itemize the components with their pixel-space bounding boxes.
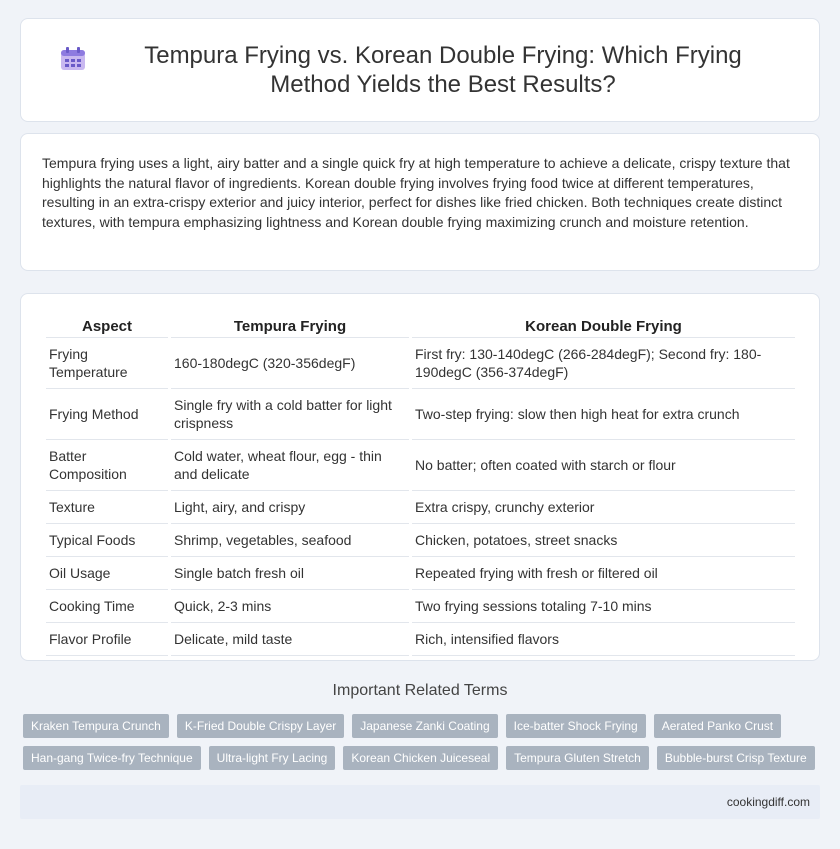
cell-tempura: Single fry with a cold batter for light crispness — [171, 389, 409, 440]
cell-korean: Extra crispy, crunchy exterior — [412, 491, 795, 524]
intro-card — [20, 133, 820, 271]
cell-tempura: Delicate, mild taste — [171, 623, 409, 656]
cell-aspect: Oil Usage — [46, 557, 168, 590]
related-term-tag[interactable]: Aerated Panko Crust — [654, 714, 781, 738]
cell-tempura: 160-180degC (320-356degF) — [171, 338, 409, 389]
header-tempura: Tempura Frying — [171, 312, 409, 338]
cell-tempura: Single batch fresh oil — [171, 557, 409, 590]
related-term-tag[interactable]: K-Fried Double Crispy Layer — [177, 714, 344, 738]
table-row — [46, 557, 795, 590]
cell-aspect: Frying Temperature — [46, 338, 168, 389]
header-aspect: Aspect — [46, 312, 168, 338]
related-term-tag[interactable]: Tempura Gluten Stretch — [506, 746, 649, 770]
table-row — [46, 491, 795, 524]
cell-korean: Two frying sessions totaling 7-10 mins — [412, 590, 795, 623]
page-title: Tempura Frying vs. Korean Double Frying: Which Frying Method Yields the Best Results? — [144, 42, 742, 98]
cell-aspect: Texture — [46, 491, 168, 524]
related-term-tag[interactable]: Ice-batter Shock Frying — [506, 714, 646, 738]
title-card — [20, 18, 820, 122]
table-row — [46, 590, 795, 623]
table-row — [46, 524, 795, 557]
related-terms-tags — [23, 714, 823, 778]
cell-aspect: Frying Method — [46, 389, 168, 440]
related-term-tag[interactable]: Ultra-light Fry Lacing — [209, 746, 336, 770]
cell-korean: Repeated frying with fresh or filtered oil — [412, 557, 795, 590]
table-row — [46, 389, 795, 440]
related-term-tag[interactable]: Bubble-burst Crisp Texture — [657, 746, 815, 770]
table-header-row — [46, 312, 795, 338]
tag-row — [23, 746, 823, 770]
cell-korean: Two-step frying: slow then high heat for extra crunch — [412, 389, 795, 440]
tag-row — [23, 714, 823, 738]
cell-aspect: Typical Foods — [46, 524, 168, 557]
cell-tempura: Quick, 2-3 mins — [171, 590, 409, 623]
comparison-table-card — [20, 293, 820, 661]
cell-korean: Rich, intensified flavors — [412, 623, 795, 656]
related-term-tag[interactable]: Han-gang Twice-fry Technique — [23, 746, 201, 770]
cell-tempura: Shrimp, vegetables, seafood — [171, 524, 409, 557]
related-term-tag[interactable]: Japanese Zanki Coating — [352, 714, 497, 738]
cell-korean: First fry: 130-140degC (266-284degF); Second fry: 180-190degC (356-374degF) — [412, 338, 795, 389]
cell-aspect: Batter Composition — [46, 440, 168, 491]
related-term-tag[interactable]: Kraken Tempura Crunch — [23, 714, 169, 738]
table-row — [46, 623, 795, 656]
cell-tempura: Light, airy, and crispy — [171, 491, 409, 524]
cell-tempura: Cold water, wheat flour, egg - thin and delicate — [171, 440, 409, 491]
related-term-tag[interactable]: Korean Chicken Juiceseal — [343, 746, 498, 770]
related-terms-title: Important Related Terms — [332, 682, 508, 699]
cell-aspect: Flavor Profile — [46, 623, 168, 656]
cell-korean: No batter; often coated with starch or flour — [412, 440, 795, 491]
comparison-table — [43, 312, 798, 656]
cell-aspect: Cooking Time — [46, 590, 168, 623]
footer — [20, 785, 820, 819]
calendar-icon — [60, 47, 86, 71]
table-row — [46, 440, 795, 491]
intro-text: Tempura frying uses a light, airy batter and a single quick fry at high temperature to achieve a delicate, crispy texture that highlights the natural flavor of ingredients. Korean double frying involves frying food twice at different temperatures, resulting in an extra-crispy exterior and juicy interior, perfect for dishes like fried chicken. Both techniques create distinct textures, with tempura emphasizing lightness and Korean double frying maximizing crunch and moisture retention. — [42, 155, 790, 230]
cell-korean: Chicken, potatoes, street snacks — [412, 524, 795, 557]
footer-site-link[interactable]: cookingdiff.com — [726, 795, 810, 809]
header-korean: Korean Double Frying — [412, 312, 795, 338]
table-row — [46, 338, 795, 389]
